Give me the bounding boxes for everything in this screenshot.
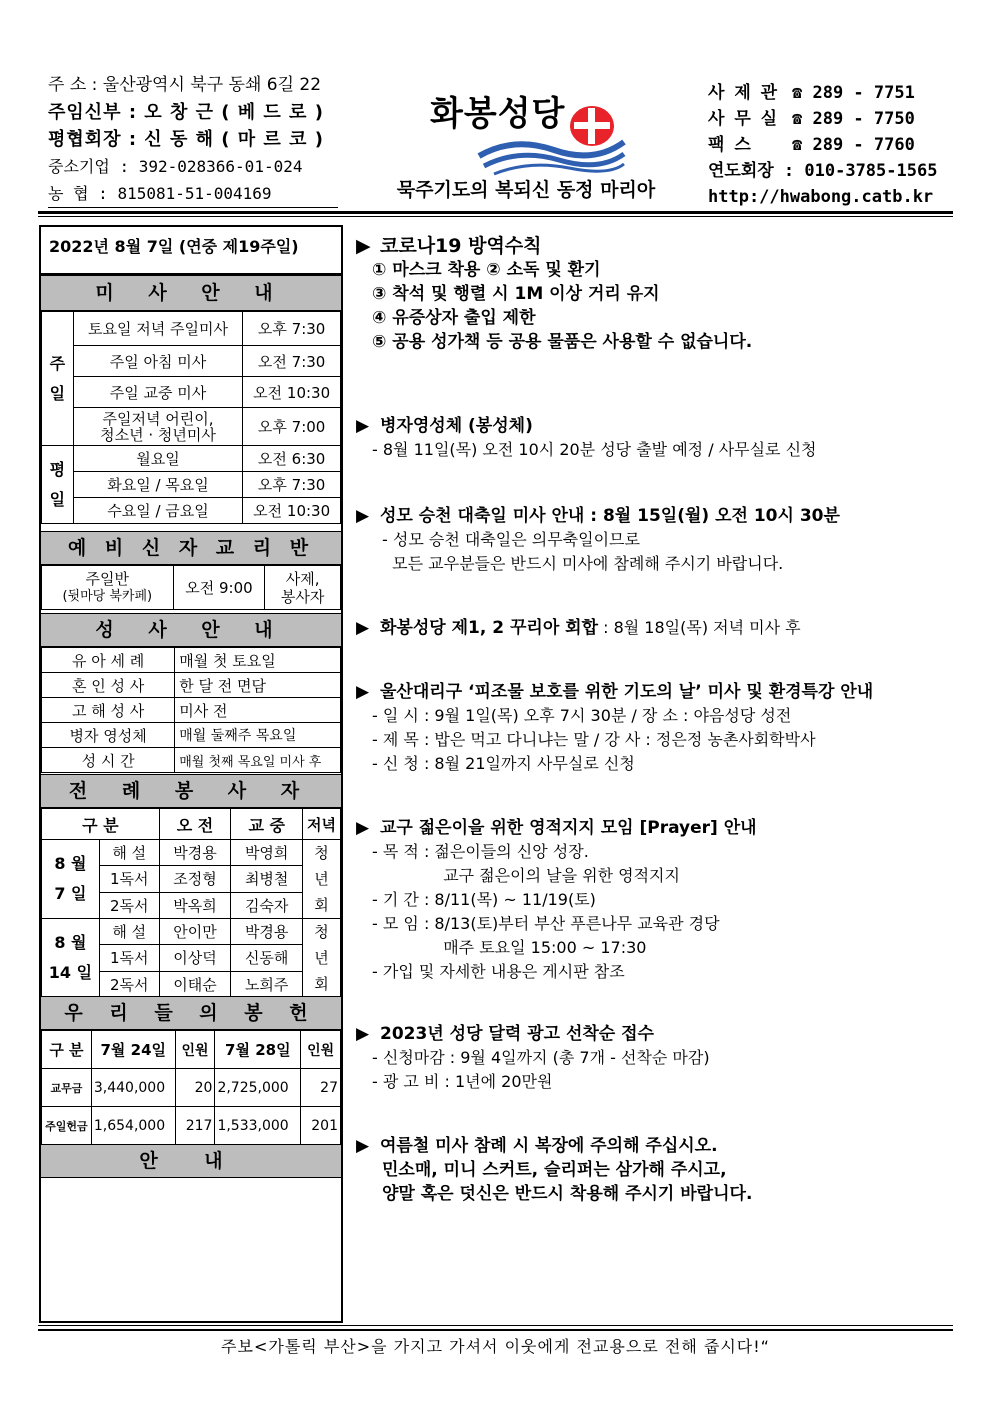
mass-table (41, 311, 341, 524)
table-row: 혼 인 성 사 한 달 전 면담 (42, 673, 341, 698)
address: 주 소 : 울산광역시 북구 동쇄 6길 22 (48, 75, 322, 95)
table-row: 2독서 이태순 노희주 (42, 971, 341, 997)
table-row: 8 월 14 일 해 설 안이만 박경용 청 년 회 (42, 919, 341, 945)
notice-curia-meeting: ▶ 화봉성당 제1, 2 꾸리아 회합 : 8월 18일(목) 저녁 미사 후 (356, 618, 801, 638)
contact-office: 사 무 실 ☎ 289 - 7750 (708, 109, 915, 129)
offering-section-title: 우 리 들 의 봉 헌 (41, 996, 341, 1030)
notice-youth-prayer: ▶ 교구 젊은이을 위한 영적지지 모임 [Prayer] 안내 - 목 적 : 젊은이들의 신앙 성장. 교구 젊은이의 날을 위한 영적지지 - 기 간 : 8/11(목) ~ 11/19(토) - 모 임 : 8/13(토)부터 부산 푸른나무 교육관 경당 매주 토요일 15:00 ~ 17:30 - 가입 및 자세한 내용은 게시판 참조 (356, 818, 757, 981)
table-row: 주일 토요일 저녁 주일미사 오후 7:30 (42, 312, 341, 346)
website-link[interactable]: http://hwabong.catb.kr (708, 187, 934, 207)
table-row: 병자 영성체 매월 둘째주 목요일 (42, 723, 341, 748)
notice-summer-dress: ▶ 여름철 미사 참례 시 복장에 주의해 주십시오. 민소매, 미니 스커트, 슬리퍼는 삼가해 주시고, 양말 혹은 덧신은 반드시 착용해 주시기 바랍니다. (356, 1136, 753, 1204)
offering-table (41, 1030, 341, 1145)
table-row: 고 해 성 사 미사 전 (42, 698, 341, 723)
table-row: 구 분 오 전 교 중 저녁 (42, 809, 341, 840)
sacrament-section-title: 성 사 안 내 (41, 613, 341, 647)
sunday-label: 주일 (42, 312, 74, 446)
servers-table (41, 808, 341, 998)
footer-message: 주보<가톨릭 부산>을 가지고 가셔서 이웃에게 전교용으로 전해 줍시다!“ (221, 1337, 770, 1356)
arrow-icon: ▶ (356, 1136, 370, 1156)
table-row: 2독서 박옥희 김숙자 (42, 892, 341, 918)
arrow-icon: ▶ (356, 818, 370, 838)
table-row: 수요일 / 금요일 오전 10:30 (42, 498, 341, 524)
notice-sick-communion: ▶ 병자영성체 (봉성체) - 8월 11일(목) 오전 10시 20분 성당 출발 예정 / 사무실로 신청 (356, 416, 817, 459)
cross-logo-icon (568, 104, 616, 148)
president: 평협회장 : 신 동 해 ( 마 르 코 ) (48, 129, 324, 150)
table-row: 주일저녁 어린이, 청소년 · 청년미사 오후 7:00 (42, 408, 341, 446)
table-row: 평일 월요일 오전 6:30 (42, 446, 341, 472)
sacrament-table (41, 647, 341, 773)
table-row: 구 분 7월 24일 인원 7월 28일 인원 (42, 1031, 341, 1069)
left-column (39, 225, 343, 1323)
notice-calendar-ad: ▶ 2023년 성당 달력 광고 선착순 접수 - 신청마감 : 9월 4일까지 (총 7개 - 선착순 마감) - 광 고 비 : 1년에 20만원 (356, 1024, 710, 1091)
parish-subtitle: 묵주기도의 복되신 동정 마리아 (396, 179, 656, 201)
church-name: 화봉성당 (430, 94, 566, 134)
arrow-icon: ▶ (356, 682, 370, 702)
bank-account-1: 중소기업 : 392-028366-01-024 (48, 157, 303, 176)
contact-fax: 팩 스 ☎ 289 - 7760 (708, 135, 915, 155)
contact-info (708, 80, 958, 210)
yeondo-contact: 연도회장 : 010-3785-1565 (708, 161, 938, 181)
table-row: 유 아 세 례 매월 첫 토요일 (42, 648, 341, 673)
notice-creation-prayer-day: ▶ 울산대리구 ‘피조물 보호를 위한 기도의 날’ 미사 및 환경특강 안내 - 일 시 : 9월 1일(목) 오후 7시 30분 / 장 소 : 야음성당 성전 - 제 목 : 밥은 먹고 다니냐는 말 / 강 사 : 정은정 농촌사회학박사 - 신 청 : 8월 21일까지 사무실로 신청 (356, 682, 874, 773)
table-row: 성 시 간 매월 첫째 목요일 미사 후 (42, 748, 341, 773)
table-row: 주일 아침 미사 오전 7:30 (42, 346, 341, 377)
bank-account-2: 농 협 : 815081-51-004169 (48, 184, 272, 203)
table-row: 주일 교중 미사 오전 10:30 (42, 377, 341, 408)
header-info (48, 72, 348, 207)
pastor: 주임신부 : 오 창 근 ( 베 드 로 ) (48, 102, 324, 123)
arrow-icon: ▶ (356, 235, 371, 257)
header-rule (38, 211, 953, 214)
arrow-icon: ▶ (356, 618, 370, 638)
weekday-label: 평일 (42, 446, 74, 524)
header-rule-thin (38, 216, 953, 217)
table-row: 1독서 조정형 최병철 (42, 866, 341, 892)
contact-rectory: 사 제 관 ☎ 289 - 7751 (708, 83, 915, 103)
arrow-icon: ▶ (356, 1024, 370, 1044)
footer-rule-thick (38, 1329, 953, 1331)
notice-section-title: 안 내 (41, 1144, 341, 1178)
table-row: 주일헌금 1,654,000 217 1,533,000 201 (42, 1107, 341, 1145)
footer-rule (38, 1325, 953, 1326)
table-row: 교무금 3,440,000 20 2,725,000 27 (42, 1069, 341, 1107)
header-underline (48, 207, 338, 208)
catechumen-table (41, 565, 341, 610)
servers-section-title: 전 례 봉 사 자 (41, 774, 341, 808)
bulletin-date: 2022년 8월 7일 (연중 제19주일) (41, 227, 341, 275)
arrow-icon: ▶ (356, 506, 370, 526)
arrow-icon: ▶ (356, 416, 370, 436)
catechumen-section-title: 예 비 신 자 교 리 반 (41, 531, 341, 565)
table-row: 1독서 이상덕 신동해 (42, 945, 341, 971)
mass-section-title: 미 사 안 내 (41, 275, 341, 311)
table-row: 화요일 / 목요일 오후 7:30 (42, 472, 341, 498)
table-row: 주일반 (뒷마당 북카페) 오전 9:00 사제, 봉사자 (42, 566, 341, 610)
table-row: 8 월 7 일 해 설 박경용 박영희 청 년 회 (42, 840, 341, 866)
church-logo (430, 86, 630, 176)
notice-assumption-mass: ▶ 성모 승천 대축일 미사 안내 : 8월 15일(월) 오전 10시 30분 - 성모 승천 대축일은 의무축일이므로 모든 교우분들은 반드시 미사에 참례해 주시기 바랍니다. (356, 506, 840, 573)
notice-covid: ▶ 코로나19 방역수칙 ① 마스크 착용 ② 소독 및 환기 ③ 착석 및 행렬 시 1M 이상 거리 유지 ④ 유증상자 출입 제한 ⑤ 공용 성가책 등 공용 물품은 사용할 수 없습니다. (356, 235, 753, 352)
